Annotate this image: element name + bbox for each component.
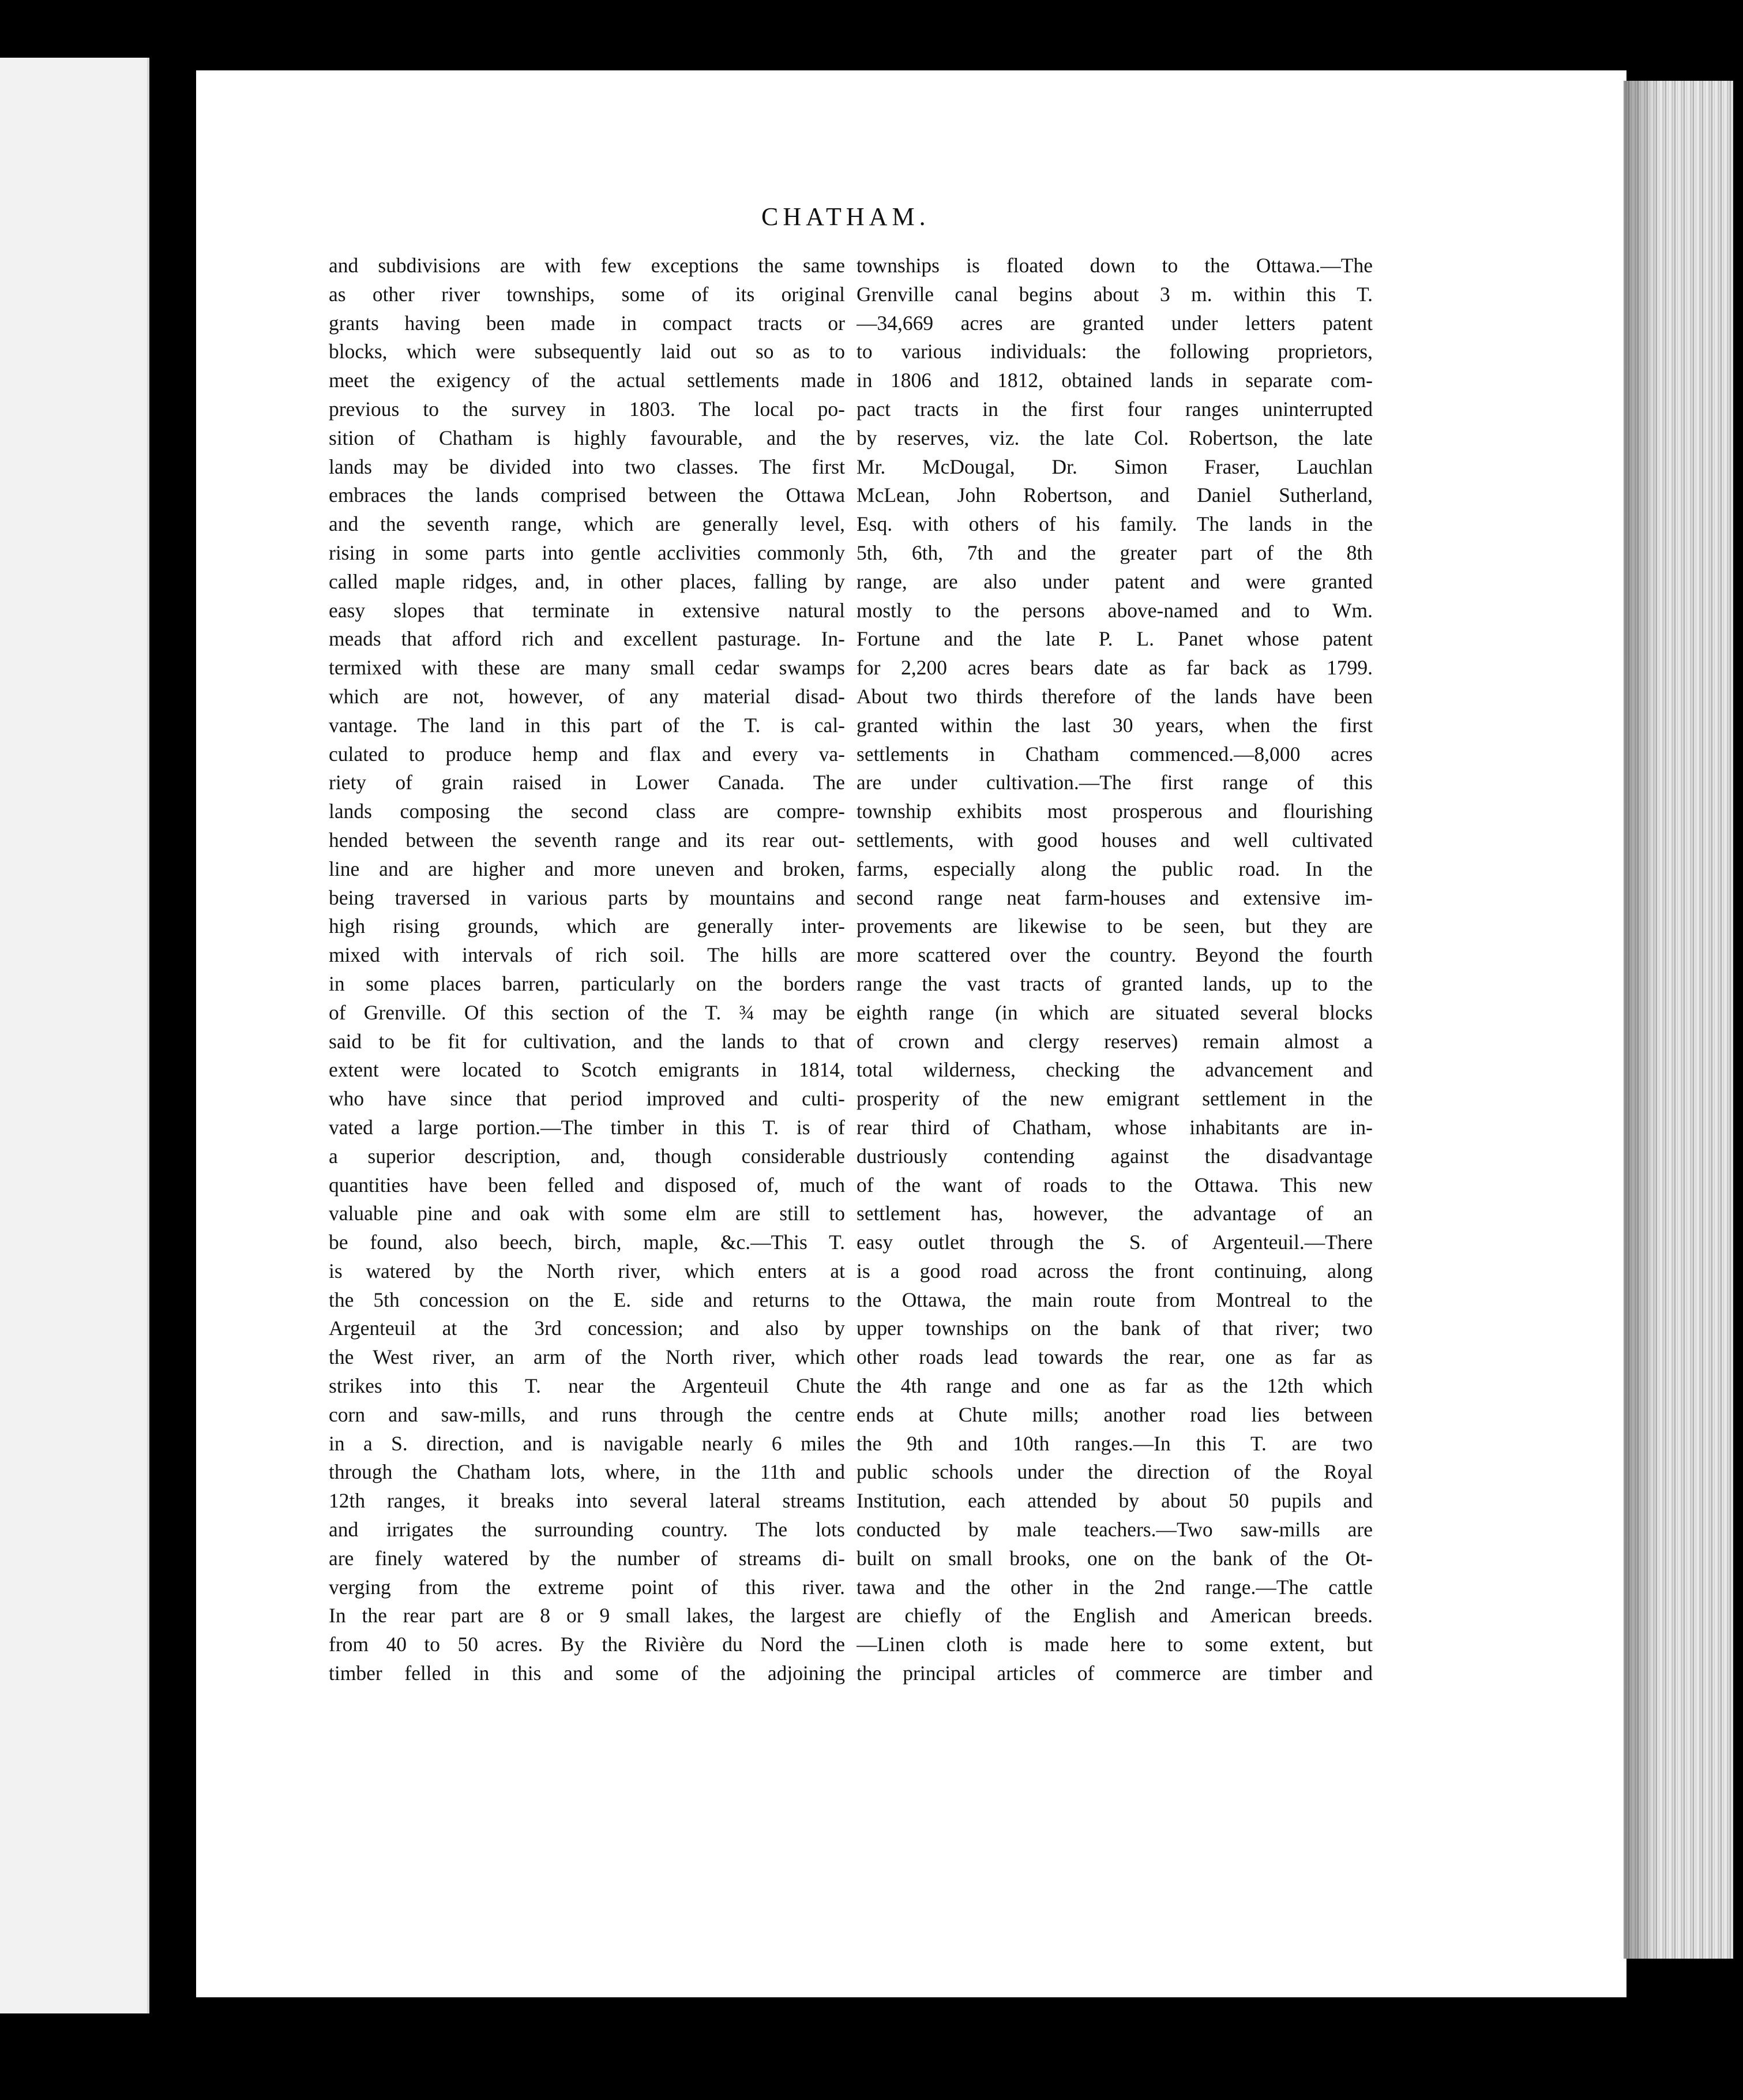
book-edge-shadow [1624,81,1658,1959]
text-line: extent were located to Scotch emigrants in 1814, [329,1058,845,1082]
text-line: called maple ridges, and, in other places, falling by [329,569,845,593]
text-line: high rising grounds, which are generally inter- [329,914,845,938]
text-line: tawa and the other in the 2nd range.—The cattle [857,1575,1373,1599]
text-line: conducted by male teachers.—Two saw-mills are [857,1518,1373,1542]
text-line: and subdivisions are with few exceptions the same [329,254,845,277]
text-line: previous to the survey in 1803. The local po- [329,397,845,421]
text-line: sition of Chatham is highly favourable, and the [329,426,845,449]
text-line: and irrigates the surrounding country. The lots [329,1518,845,1542]
text-line: blocks, which were subsequently laid out so as to [329,340,845,363]
text-line: termixed with these are many small cedar swamps [329,656,845,680]
text-line: total wilderness, checking the advancement and [857,1058,1373,1082]
text-line: provements are likewise to be seen, but they are [857,914,1373,938]
text-line: pact tracts in the first four ranges uninterrupted [857,397,1373,421]
text-line: the West river, an arm of the North river, which [329,1345,845,1369]
text-line: line and are higher and more uneven and broken, [329,857,845,880]
text-line: Mr. McDougal, Dr. Simon Fraser, Lauchlan [857,455,1373,478]
text-line: About two thirds therefore of the lands have been [857,684,1373,708]
text-line: more scattered over the country. Beyond the fourth [857,943,1373,967]
text-line: range, are also under patent and were granted [857,569,1373,593]
text-line: lands composing the second class are compre- [329,800,845,823]
text-line: who have since that period improved and culti- [329,1087,845,1111]
text-line: are chiefly of the English and American breeds. [857,1604,1373,1627]
text-line: in a S. direction, and is navigable nearly 6 miles [329,1431,845,1455]
text-line: riety of grain raised in Lower Canada. The [329,771,845,794]
text-line: easy outlet through the S. of Argenteuil.—There [857,1231,1373,1254]
text-line: granted within the last 30 years, when the first [857,713,1373,737]
text-line: Fortune and the late P. L. Panet whose patent [857,627,1373,651]
text-line: townships is floated down to the Ottawa.—The [857,254,1373,277]
text-line: of the want of roads to the Ottawa. This new [857,1173,1373,1197]
text-line: from 40 to 50 acres. By the Rivière du Nord the [329,1633,845,1656]
text-line: said to be fit for cultivation, and the lands to that [329,1029,845,1053]
text-line: valuable pine and oak with some elm are still to [329,1202,845,1225]
text-line: mixed with intervals of rich soil. The hills are [329,943,845,967]
text-line: Grenville canal begins about 3 m. within this T. [857,282,1373,306]
text-line: through the Chatham lots, where, in the 11th and [329,1460,845,1484]
previous-page-edge [0,58,149,2013]
text-line: easy slopes that terminate in extensive natural [329,598,845,622]
text-line: the Ottawa, the main route from Montreal to the [857,1288,1373,1311]
text-line: —34,669 acres are granted under letters patent [857,311,1373,335]
text-line: strikes into this T. near the Argenteuil Chute [329,1374,845,1398]
text-line: timber felled in this and some of the adjoining [329,1662,845,1685]
text-line: to various individuals: the following proprietors, [857,340,1373,363]
text-line: 12th ranges, it breaks into several lateral streams [329,1489,845,1513]
text-line: be found, also beech, birch, maple, &c.—This T. [329,1231,845,1254]
text-line: vated a large portion.—The timber in this T. is of [329,1115,845,1139]
text-line: settlement has, however, the advantage of an [857,1202,1373,1225]
text-line: In the rear part are 8 or 9 small lakes, the largest [329,1604,845,1627]
text-line: and the seventh range, which are generally level, [329,512,845,536]
text-line: mostly to the persons above-named and to Wm. [857,598,1373,622]
text-line: settlements in Chatham commenced.—8,000 acres [857,742,1373,766]
text-line: in 1806 and 1812, obtained lands in separate com- [857,369,1373,392]
text-line: prosperity of the new emigrant settlement in the [857,1087,1373,1111]
text-line: corn and saw-mills, and runs through the centre [329,1402,845,1426]
text-line: is watered by the North river, which enters at [329,1259,845,1282]
text-line: embraces the lands comprised between the Ottawa [329,483,845,507]
text-line: range the vast tracts of granted lands, up to the [857,972,1373,995]
text-line: second range neat farm-houses and extensive im- [857,886,1373,909]
text-line: verging from the extreme point of this river. [329,1575,845,1599]
text-line: in some places barren, particularly on the borders [329,972,845,995]
text-line: for 2,200 acres bears date as far back as 1799. [857,656,1373,680]
text-line: meads that afford rich and excellent pasturage. In- [329,627,845,651]
text-line: are under cultivation.—The first range of this [857,771,1373,794]
right-text-column [857,252,1373,1688]
text-line: township exhibits most prosperous and flourishing [857,800,1373,823]
text-line: a superior description, and, though considerable [329,1144,845,1168]
text-line: grants having been made in compact tracts or [329,311,845,335]
text-line: the 5th concession on the E. side and returns to [329,1288,845,1311]
running-head: CHATHAM. [761,202,930,231]
text-line: rear third of Chatham, whose inhabitants are in- [857,1115,1373,1139]
text-line: farms, especially along the public road. In the [857,857,1373,880]
text-line: public schools under the direction of the Royal [857,1460,1373,1484]
text-line: dustriously contending against the disadvantage [857,1144,1373,1168]
text-line: as other river townships, some of its original [329,282,845,306]
text-line: 5th, 6th, 7th and the greater part of the 8th [857,541,1373,564]
text-line: is a good road across the front continuing, along [857,1259,1373,1282]
text-line: lands may be divided into two classes. The first [329,455,845,478]
text-line: other roads lead towards the rear, one as far as [857,1345,1373,1369]
text-line: by reserves, viz. the late Col. Robertson, the late [857,426,1373,449]
text-line: Institution, each attended by about 50 pupils and [857,1489,1373,1513]
text-line: vantage. The land in this part of the T. is cal- [329,713,845,737]
text-line: of crown and clergy reserves) remain almost a [857,1029,1373,1053]
text-line: quantities have been felled and disposed of, much [329,1173,845,1197]
text-line: culated to produce hemp and flax and every va- [329,742,845,766]
text-line: the 9th and 10th ranges.—In this T. are two [857,1431,1373,1455]
text-line: the 4th range and one as far as the 12th which [857,1374,1373,1398]
text-line: —Linen cloth is made here to some extent, but [857,1633,1373,1656]
text-line: Argenteuil at the 3rd concession; and also by [329,1317,845,1340]
text-line: ends at Chute mills; another road lies between [857,1402,1373,1426]
text-line: rising in some parts into gentle acclivities commonly [329,541,845,564]
text-line: are finely watered by the number of streams di- [329,1546,845,1570]
text-line: eighth range (in which are situated several blocks [857,1000,1373,1024]
text-line: being traversed in various parts by mountains and [329,886,845,909]
text-line: settlements, with good houses and well cultivated [857,828,1373,852]
text-line: which are not, however, of any material disad- [329,684,845,708]
left-text-column [329,252,845,1688]
text-line: built on small brooks, one on the bank of the Ot- [857,1546,1373,1570]
text-line: Esq. with others of his family. The lands in the [857,512,1373,536]
text-line: of Grenville. Of this section of the T. ¾ may be [329,1000,845,1024]
text-line: upper townships on the bank of that river; two [857,1317,1373,1340]
text-line: hended between the seventh range and its rear out- [329,828,845,852]
text-line: the principal articles of commerce are timber and [857,1662,1373,1685]
text-line: McLean, John Robertson, and Daniel Sutherland, [857,483,1373,507]
text-line: meet the exigency of the actual settlements made [329,369,845,392]
